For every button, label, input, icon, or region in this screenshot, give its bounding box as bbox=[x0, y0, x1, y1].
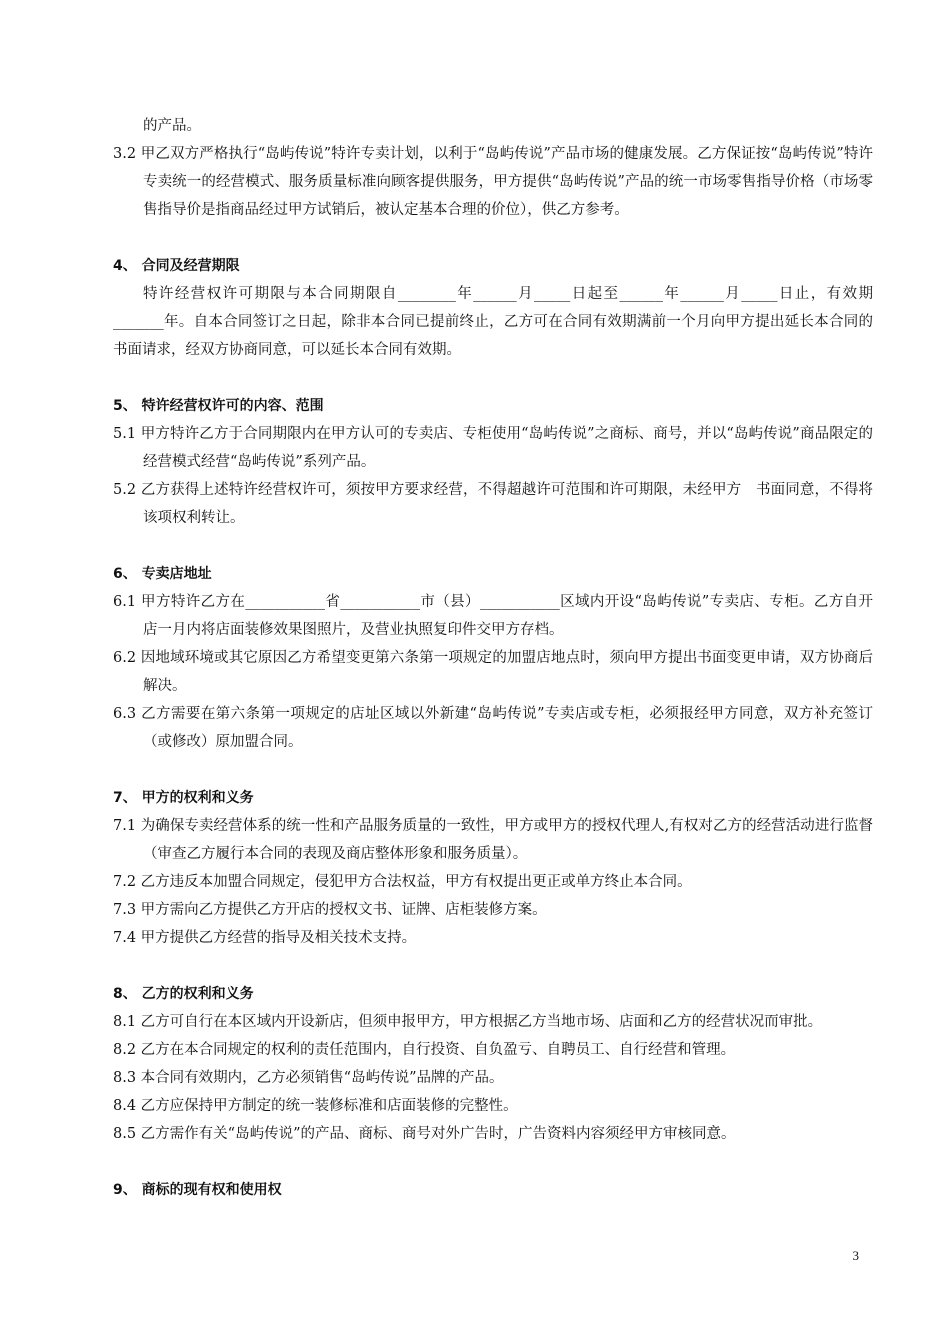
clause-paragraph: 8.4 乙方应保持甲方制定的统一装修标准和店面装修的完整性。 bbox=[113, 1098, 518, 1114]
clause-paragraph: 7.2 乙方违反本加盟合同规定，侵犯甲方合法权益，甲方有权提出更正或单方终止本合同。 bbox=[113, 874, 692, 890]
clause-paragraph: 6.3 乙方需要在第六条第一项规定的店址区域以外新建“岛屿传说”专卖店或专柜，必须报经甲方同意，双方补充签订（或修改）原加盟合同。 bbox=[113, 706, 873, 750]
clause-paragraph: 7.4 甲方提供乙方经营的指导及相关技术支持。 bbox=[113, 930, 417, 946]
clause-paragraph: 8.1 乙方可自行在本区域内开设新店，但须申报甲方，甲方根据乙方当地市场、店面和乙方的经营状况而审批。 bbox=[113, 1014, 823, 1030]
clause-paragraph: 5.1 甲方特许乙方于合同期限内在甲方认可的专卖店、专柜使用“岛屿传说”之商标、商号，并以“岛屿传说”商品限定的经营模式经营“岛屿传说”系列产品。 bbox=[113, 426, 873, 470]
body-paragraph: 特许经营权许可期限与本合同期限自________年______月_____日起至______年______月_____日止，有效期_______年。自本合同签订之日起，除非本合同已提前终止，乙方可在合同有效期满前一个月向甲方提出延长本合同的书面请求，经双方协商同意，可以延长本合同有效期。 bbox=[113, 286, 873, 358]
document-body bbox=[113, 112, 873, 1204]
section-heading: 9、 商标的现有权和使用权 bbox=[113, 1182, 282, 1198]
section-heading: 4、 合同及经营期限 bbox=[113, 258, 240, 274]
clause-paragraph: 5.2 乙方获得上述特许经营权许可，须按甲方要求经营，不得超越许可范围和许可期限，未经甲方 书面同意，不得将该项权利转让。 bbox=[113, 482, 873, 526]
clause-paragraph: 7.1 为确保专卖经营体系的统一性和产品服务质量的一致性，甲方或甲方的授权代理人,有权对乙方的经营活动进行监督（审查乙方履行本合同的表现及商店整体形象和服务质量）。 bbox=[113, 818, 873, 862]
section-heading: 8、 乙方的权利和义务 bbox=[113, 986, 254, 1002]
clause-paragraph: 7.3 甲方需向乙方提供乙方开店的授权文书、证牌、店柜装修方案。 bbox=[113, 902, 547, 918]
paragraph-gap bbox=[113, 756, 873, 784]
clause-paragraph: 6.2 因地域环境或其它原因乙方希望变更第六条第一项规定的加盟店地点时，须向甲方提出书面变更申请，双方协商后解决。 bbox=[113, 650, 873, 694]
section-heading: 5、 特许经营权许可的内容、范围 bbox=[113, 398, 324, 414]
clause-paragraph: 3.2 甲乙双方严格执行“岛屿传说”特许专卖计划，以利于“岛屿传说”产品市场的健康发展。乙方保证按“岛屿传说”特许专卖统一的经营模式、服务质量标准向顾客提供服务，甲方提供“岛屿传说”产品的统一市场零售指导价格（市场零售指导价是指商品经过甲方试销后，被认定基本合理的价位），供乙方参考。 bbox=[113, 146, 873, 218]
paragraph-gap bbox=[113, 952, 873, 980]
section-heading: 7、 甲方的权利和义务 bbox=[113, 790, 254, 806]
paragraph-gap bbox=[113, 1148, 873, 1176]
clause-paragraph: 8.3 本合同有效期内，乙方必须销售“岛屿传说”品牌的产品。 bbox=[113, 1070, 504, 1086]
body-paragraph: 的产品。 bbox=[143, 118, 201, 134]
section-heading: 6、 专卖店地址 bbox=[113, 566, 212, 582]
paragraph-gap bbox=[113, 224, 873, 252]
page-number: 3 bbox=[852, 1248, 859, 1263]
paragraph-gap bbox=[113, 532, 873, 560]
clause-paragraph: 6.1 甲方特许乙方在___________省___________市（县）___________区域内开设“岛屿传说”专卖店、专柜。乙方自开店一月内将店面装修效果图照片，及营业执照复印件交甲方存档。 bbox=[113, 594, 873, 638]
clause-paragraph: 8.5 乙方需作有关“岛屿传说”的产品、商标、商号对外广告时，广告资料内容须经甲方审核同意。 bbox=[113, 1126, 736, 1142]
paragraph-gap bbox=[113, 364, 873, 392]
clause-paragraph: 8.2 乙方在本合同规定的权利的责任范围内，自行投资、自负盈亏、自聘员工、自行经营和管理。 bbox=[113, 1042, 736, 1058]
